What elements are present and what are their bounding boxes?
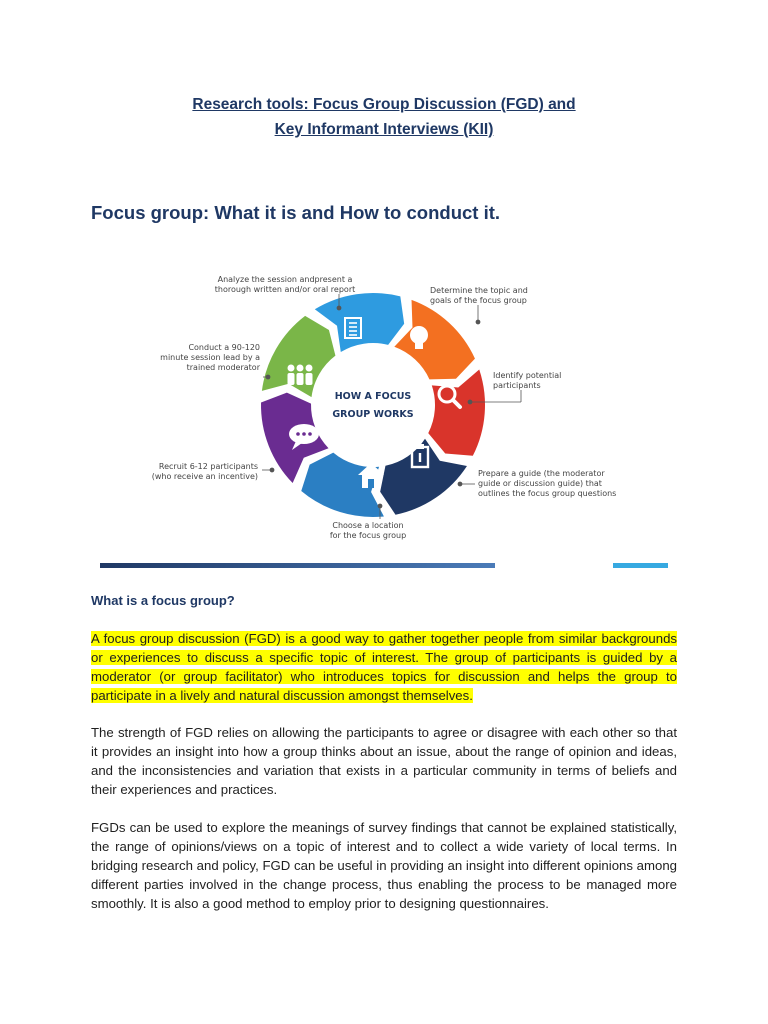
callout-conduct-line2: minute session lead by a [160,353,260,362]
callout-analyze-line1: Analyze the session andpresent a [217,275,353,284]
callout-recruit-line2: (who receive an incentive) [151,472,258,481]
callout-analyze-line2: thorough written and/or oral report [214,285,356,294]
callout-conduct-line3: trained moderator [186,363,260,372]
document-title [0,92,768,142]
callout-prepare-line1: Prepare a guide (the moderator [478,469,605,478]
document-title-line2: Key Informant Interviews (KII) [274,121,494,138]
callout-identify-line1: Identify potential [493,371,562,380]
section-heading: Focus group: What it is and How to conduct it. [91,202,501,223]
callout-choose-line1: Choose a location [332,521,404,530]
callout-determine-line2: goals of the focus group [430,296,527,305]
cycle-diagram-svg [140,262,640,552]
focus-group-cycle-diagram [140,262,640,552]
people-icon [288,365,313,386]
center-label-line2: GROUP WORKS [332,409,414,420]
document-title-line1: Research tools: Focus Group Discussion (FGD) and [192,96,576,113]
divider-rule-light [613,563,668,568]
paragraph-definition [91,629,677,705]
callout-prepare-line2: guide or discussion guide) that [478,479,602,488]
callout-conduct-line1: Conduct a 90-120 [188,343,260,352]
callout-recruit-line1: Recruit 6-12 participants [158,462,258,471]
center-label-line1: HOW A FOCUS [334,391,412,402]
callout-prepare-line3: outlines the focus group questions [478,489,617,498]
callout-choose-line2: for the focus group [329,531,407,540]
highlighted-text: A focus group discussion (FGD) is a good way to gather together people from similar backgrounds or experiences to discuss a specific topic of interest. The group of participants is guided by a moderator (or group facilitator) who introduces topics for discussion and helps the group to participate in a lively and natural discussion amongst themselves. [91,631,677,703]
divider-rule-dark [100,563,495,568]
callout-identify-line2: participants [493,381,541,390]
paragraph-strength: The strength of FGD relies on allowing the participants to agree or disagree with each other so that it provides an insight into how a group thinks about an issue, about the range of opinion and ideas, and the inconsistencies and variation that exists in a particular community in terms of beliefs and their experiences and practices. [91,725,677,797]
paragraph-uses: FGDs can be used to explore the meanings of survey findings that cannot be explained statistically, the range of opinions/views on a topic of interest and to collect a wide variety of local terms. In bridging research and policy, FGD can be useful in providing an insight into different opinions among different parties involved in the change process, thus enabling the process to be managed more smoothly. It is also a good method to employ prior to designing questionnaires. [91,820,677,911]
cycle-segment-participants [428,370,485,456]
subheading-what-is-focus-group: What is a focus group? [91,593,235,608]
callout-determine-line1: Determine the topic and [430,286,528,295]
